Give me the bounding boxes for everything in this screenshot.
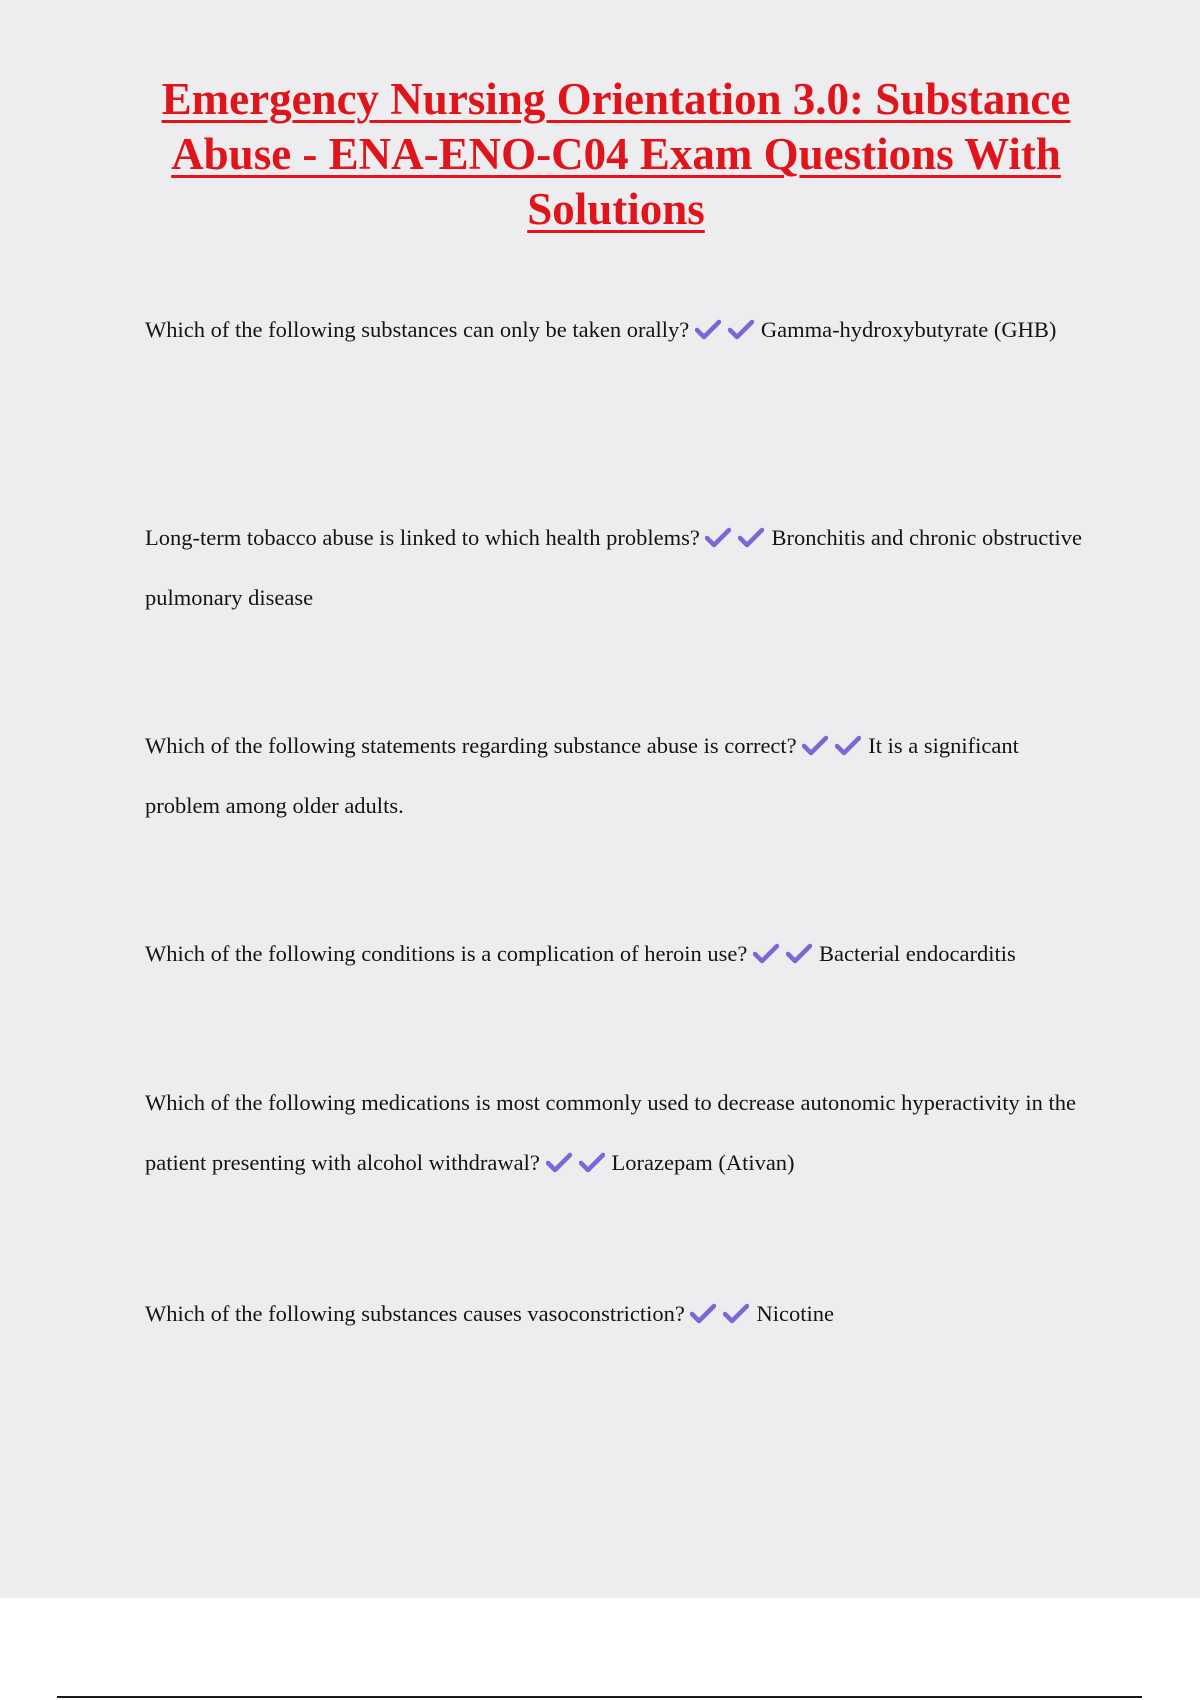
document-title: Emergency Nursing Orientation 3.0: Substance Abuse - ENA-ENO-C04 Exam Questions With Solutions [161, 74, 1071, 234]
checkmark-icon [546, 1152, 572, 1174]
answer-text: Lorazepam (Ativan) [611, 1150, 795, 1175]
checkmark-icon [723, 1303, 749, 1325]
checkmark-icon [835, 735, 861, 757]
question-text: Which of the following conditions is a complication of heroin use? [145, 941, 748, 966]
answer-text: It is a significant problem among older adults. [145, 733, 1019, 818]
answer-text: Nicotine [756, 1301, 834, 1326]
answer-text: Bronchitis and chronic obstructive pulmonary disease [145, 525, 1083, 610]
qa-item [145, 1073, 1090, 1193]
checkmark-icon [695, 319, 721, 341]
qa-item [145, 924, 1090, 984]
qa-item [145, 300, 1090, 360]
question-text: Which of the following statements regarding substance abuse is correct? [145, 733, 797, 758]
checkmark-icon [738, 527, 764, 549]
question-text: Long-term tobacco abuse is linked to which health problems? [145, 525, 700, 550]
qa-item [145, 1284, 1090, 1344]
checkmark-icon [753, 943, 779, 965]
question-text: Which of the following medications is most commonly used to decrease autonomic hyperactivity in the patient presenting with alcohol withdrawal? [145, 1090, 1077, 1175]
question-text: Which of the following substances can only be taken orally? [145, 317, 690, 342]
footer-divider [57, 1696, 1142, 1698]
checkmark-icon [802, 735, 828, 757]
qa-item [145, 508, 1090, 628]
checkmark-icon [690, 1303, 716, 1325]
checkmark-icon [705, 527, 731, 549]
checkmark-icon [786, 943, 812, 965]
question-text: Which of the following substances causes vasoconstriction? [145, 1301, 685, 1326]
qa-item [145, 716, 1090, 836]
answer-text: Gamma-hydroxybutyrate (GHB) [760, 317, 1057, 342]
answer-text: Bacterial endocarditis [818, 941, 1016, 966]
checkmark-icon [579, 1152, 605, 1174]
checkmark-icon [728, 319, 754, 341]
